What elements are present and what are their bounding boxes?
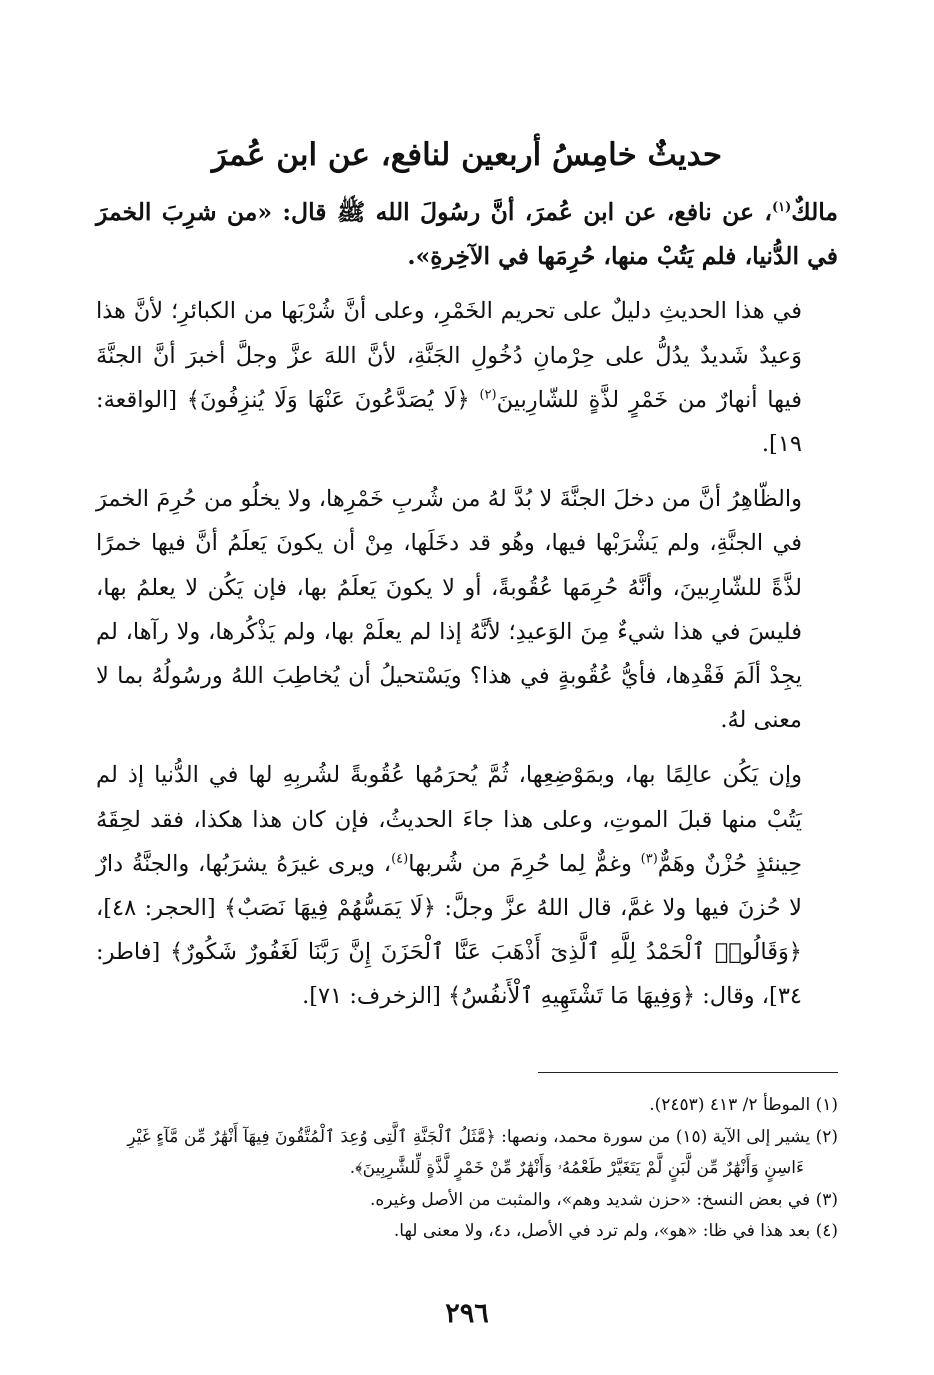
footnote-3: (٣) في بعض النسخ: «حزن شديد وهم»، والمثبت من الأصل وغيره. bbox=[370, 1189, 838, 1210]
paragraph-1-text: في هذا الحديثِ دليلٌ على تحريم الخَمْرِ، وعلى أنَّ شُرْبَها من الكبائرِ؛ لأنَّ هذا وَعيدٌ شَديدٌ يدُلُّ على حِرْمانِ دُخُولِ الجَنَّةِ، لأنَّ اللهَ عزَّ وجلَّ أخبرَ أنَّ الجنَّةَ فيها أنهارٌ من خَمْرٍ لذَّةٍ للشّارِبينَ bbox=[96, 298, 802, 413]
paragraph-2: والظّاهِرُ أنَّ من دخلَ الجنَّةَ لا بُدَّ لهُ من شُربِ خَمْرِها، ولا يخلُو من حُرِمَ الخمرَ في الجنَّةِ، ولم يَشْرَبْها فيها، وهُو قد دخَلَها، مِنْ أن يكونَ يَعلَمُ أنَّ فيها خمرًا لذَّةً للشّارِبينَ، وأنَّهُ حُرِمَها عُقُوبةً، أو لا يكونَ يَعلَمُ بها، فإن يَكُن لا يعلمُ بها، فليسَ في هذا شيءٌ مِنَ الوَعيدِ؛ لأنَّهُ إذا لم يعلَمْ بها، ولم يَذْكُرها، ولا رآها، لم يجِدْ ألَمَ فَقْدِها، فأيُّ عُقُوبةٍ في هذا؟ ويَسْتحيلُ أن يُخاطِبَ اللهُ ورسُولُهُ بما لا معنى لهُ. bbox=[96, 486, 802, 734]
paragraph-3-text-a: وإن يَكُن عالِمًا بها، وبمَوْضِعِها، ثُمَّ يُحرَمُها عُقُوبةً لشُربِهِ لها في الدُّنيا إذ لم يَتُبْ منها قبلَ الموتِ، وعلى هذا جاءَ الحديثُ، فإن كان هذا هكذا، فقد لحِقَهُ حِينئذٍ حُزْنٌ وهَمٌّ bbox=[96, 762, 803, 877]
hadith-narrator: مالكٌ bbox=[791, 198, 838, 226]
footnote-ref-4: (٤) bbox=[391, 851, 409, 867]
footnote-4: (٤) بعد هذا في ظا: «هو»، ولم ترد في الأصل، د٤، ولا معنى لها. bbox=[393, 1221, 838, 1241]
paragraph-3-text-b: وغمٌّ لِما حُرِمَ من شُربها bbox=[408, 850, 641, 877]
main-text bbox=[96, 190, 838, 1030]
chapter-title: حديثٌ خامِسُ أربعين لنافع، عن ابن عُمرَ bbox=[211, 136, 723, 173]
footnote-2: (٢) يشير إلى الآية (١٥) من سورة محمد، ونصها: ﴿مَّثَلُ ٱلْجَنَّةِ ٱلَّتِى وُعِدَ ٱلْمُتَّقُونَ فِيهَآ أَنْهَٰرٌ مِّن مَّآءٍ غَيْرِ bbox=[127, 1126, 838, 1147]
hadith-text bbox=[96, 190, 838, 278]
footnote-ref-1: (١) bbox=[771, 200, 792, 216]
paragraph-1-verse: ﴿لَا يُصَدَّعُونَ عَنْهَا وَلَا يُنزِفُونَ﴾ [الواقعة: ١٩]. bbox=[96, 386, 802, 458]
footnote-ref-2: (٢) bbox=[479, 387, 497, 403]
footnote-divider bbox=[538, 1072, 838, 1073]
hadith-body: ، عن نافع، عن ابن عُمرَ، أنَّ رسُولَ الله ﷺ قال: «من شرِبَ الخمرَ في الدُّنيا، فلم يَتُبْ منها، حُرِمَها في الآخِرةِ». bbox=[96, 198, 838, 271]
page-number: ٢٩٦ bbox=[445, 1298, 489, 1329]
footnote-ref-3: (٣) bbox=[640, 851, 658, 867]
footnote-1: (١) الموطأ ٢/ ٤١٣ (٢٤٥٣). bbox=[649, 1095, 838, 1115]
paragraph-3-text-c: ، ويرى غيرَهُ يشرَبُها، والجنَّةُ دارٌ لا حُزنَ فيها ولا غمَّ، قال اللهُ عزَّ وجلَّ: ﴿لَا يَمَسُّهُمْ فِيهَا نَصَبٌ﴾ [الحجر: ٤٨]، ﴿وَقَالُوا۟ ٱلْحَمْدُ لِلَّهِ ٱلَّذِىٓ أَذْهَبَ عَنَّا ٱلْحَزَنَ إِنَّ رَبَّنَا لَغَفُورٌ شَكُورٌ﴾ [فاطر: ٣٤]، وقال: ﴿وَفِيهَا مَا تَشْتَهِيهِ ٱلْأَنفُسُ﴾ [الزخرف: ٧١]. bbox=[96, 850, 802, 1010]
footnote-2-continuation: ءَاسِنٍ وَأَنْهَٰرٌ مِّن لَّبَنٍ لَّمْ يَتَغَيَّرْ طَعْمُهُۥ وَأَنْهَٰرٌ مِّنْ خَمْرٍ لَّذَّةٍ لِّلشَّٰرِبِينَ﴾. bbox=[349, 1158, 804, 1178]
footnotes bbox=[96, 1090, 838, 1248]
paragraph-1 bbox=[96, 289, 838, 466]
paragraph-3 bbox=[96, 753, 838, 1018]
